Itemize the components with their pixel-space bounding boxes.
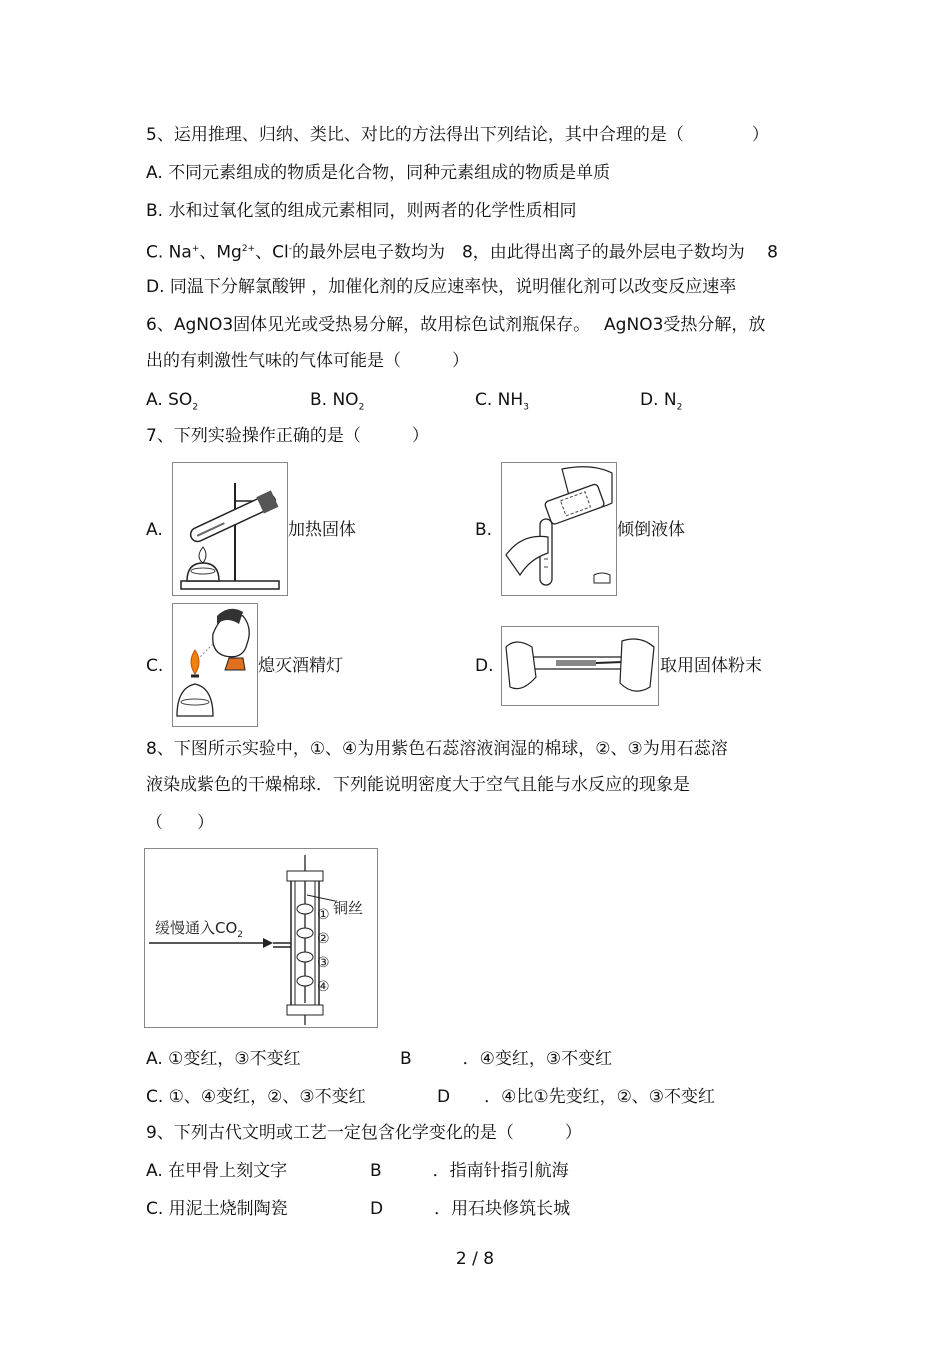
q5-option-b: B. 水和过氧化氢的组成元素相同，则两者的化学性质相同 — [146, 201, 577, 221]
q8-option-c: C. ①、④变红，②、③不变红 — [146, 1087, 366, 1107]
q5-c-mg: 、Mg — [199, 242, 242, 263]
pouring-liquid-illustration — [502, 463, 616, 595]
q6-option-d: D. $N_2$ — [640, 390, 683, 413]
blow-out-lamp-illustration — [173, 604, 257, 726]
q8-stem-line1: 8、下图所示实验中，①、④为用紫色石蕊溶液润湿的棉球，②、③为用石蕊溶 — [146, 739, 728, 759]
blow-out-lamp-figure — [172, 603, 258, 727]
q5-c-rest: 的最外层电子数均为 8，由此得出离子的最外层电子数均为 8 — [291, 242, 778, 263]
q7-a-label: A. — [146, 520, 163, 540]
pouring-liquid-figure — [501, 462, 617, 596]
q5-c-sup2: 2+ — [241, 244, 256, 254]
q9-option-b: B ．指南针指引航海 — [370, 1161, 569, 1181]
q7-b-caption: 倾倒液体 — [617, 520, 685, 540]
heating-solid-figure — [172, 462, 288, 596]
q6-option-c: C. $NH_3$ — [475, 390, 529, 413]
cotton-mark-3: ③ — [317, 955, 330, 971]
q8-option-a: A. ①变红，③不变红 — [146, 1049, 301, 1069]
q5-option-d: D. 同温下分解氯酸钾 ，加催化剂的反应速率快，说明催化剂可以改变反应速率 — [146, 277, 737, 297]
co2-inlet-label: 缓慢通入$CO_2$ — [155, 919, 244, 940]
page-number: 2 / 8 — [455, 1249, 495, 1269]
cotton-mark-2: ② — [317, 931, 330, 947]
q6-option-a: A. $SO_2$ — [146, 390, 199, 413]
q6-stem-line1: 6、AgNO3固体见光或受热易分解，故用棕色试剂瓶保存。 AgNO3受热分解，放 — [146, 315, 766, 335]
q5-c-sup3: - — [288, 244, 292, 254]
q7-d-caption: 取用固体粉末 — [660, 656, 762, 676]
q8-option-b: B ．④变红，③不变红 — [400, 1049, 613, 1069]
cotton-mark-1: ① — [317, 907, 330, 923]
q7-c-label: C. — [146, 656, 164, 676]
q7-d-label: D. — [475, 656, 494, 676]
q5-c-sup1: + — [191, 244, 200, 254]
copper-wire-label: 铜丝 — [333, 899, 364, 917]
q9-option-a: A. 在甲骨上刻文字 — [146, 1161, 288, 1181]
q5-option-c — [146, 238, 778, 264]
q9-option-c: C. 用泥土烧制陶瓷 — [146, 1199, 288, 1219]
q5-c-cl: 、Cl — [255, 242, 289, 263]
powder-sampling-illustration — [502, 627, 658, 705]
cotton-mark-4: ④ — [317, 979, 330, 995]
q7-c-caption: 熄灭酒精灯 — [258, 656, 343, 676]
q6-option-b: B. $NO_2$ — [310, 390, 365, 413]
q5-stem: 5、运用推理、归纳、类比、对比的方法得出下列结论，其中合理的是（ ） — [146, 125, 769, 145]
q9-stem: 9、下列古代文明或工艺一定包含化学变化的是（ ） — [146, 1123, 582, 1143]
powder-sampling-figure — [501, 626, 659, 706]
q7-stem: 7、下列实验操作正确的是（ ） — [146, 426, 429, 446]
q5-c-na: C. Na — [146, 242, 192, 263]
q8-option-d: D ．④比①先变红，②、③不变红 — [437, 1087, 716, 1107]
q8-stem-line2: 液染成紫色的干燥棉球．下列能说明密度大于空气且能与水反应的现象是 — [146, 775, 690, 795]
heating-solid-illustration — [173, 463, 287, 595]
q9-option-d: D ．用石块修筑长城 — [370, 1199, 571, 1219]
q7-b-label: B. — [475, 520, 493, 540]
q7-a-caption: 加热固体 — [288, 520, 356, 540]
q5-option-a: A. 不同元素组成的物质是化合物，同种元素组成的物质是单质 — [146, 163, 611, 183]
q6-stem-line2: 出的有刺激性气味的气体可能是（ ） — [146, 351, 469, 371]
co2-tube-figure — [144, 848, 378, 1028]
co2-tube-diagram — [145, 849, 377, 1027]
q8-stem-line3: （ ） — [146, 813, 214, 833]
